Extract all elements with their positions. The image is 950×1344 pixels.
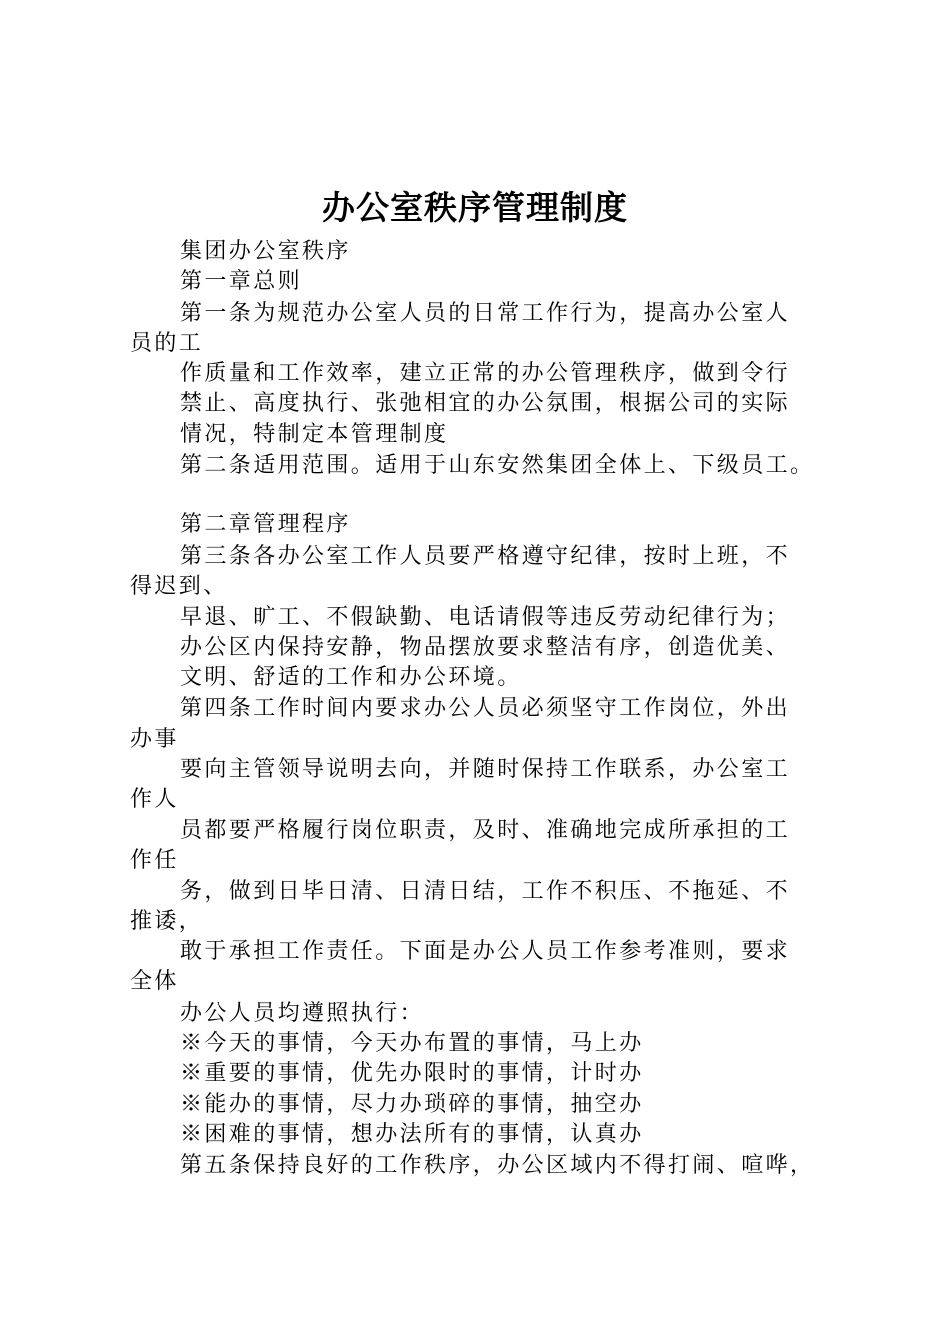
paragraph-line: 情况，特制定本管理制度 xyxy=(180,422,449,447)
paragraph-line: 办事 xyxy=(130,727,179,752)
guideline-item: ※困难的事情，想办法所有的事情，认真办 xyxy=(180,1122,644,1147)
paragraph-line: 推诿， xyxy=(130,909,204,934)
paragraph-line: 第三条各办公室工作人员要严格遵守纪律，按时上班，不 xyxy=(180,544,791,569)
paragraph-line: 全体 xyxy=(130,969,179,994)
paragraph-line: 作人 xyxy=(130,787,179,812)
paragraph-line: 敢于承担工作责任。下面是办公人员工作参考准则，要求 xyxy=(180,939,791,964)
paragraph-line: 第五条保持良好的工作秩序，办公区域内不得打闹、喧哗， xyxy=(180,1153,815,1178)
guideline-item: ※能办的事情，尽力办琐碎的事情，抽空办 xyxy=(180,1092,644,1117)
paragraph-line: 早退、旷工、不假缺勤、电话请假等违反劳动纪律行为； xyxy=(180,605,791,630)
guideline-item: ※今天的事情，今天办布置的事情，马上办 xyxy=(180,1031,644,1056)
chapter-heading: 第一章总则 xyxy=(180,269,303,294)
paragraph-line: 作质量和工作效率，建立正常的办公管理秩序，做到令行 xyxy=(180,361,791,386)
paragraph-line: 要向主管领导说明去向，并随时保持工作联系，办公室工 xyxy=(180,757,791,782)
paragraph-line: 得迟到、 xyxy=(130,574,228,599)
section-heading: 集团办公室秩序 xyxy=(180,239,351,264)
chapter-heading: 第二章管理程序 xyxy=(180,512,351,537)
paragraph-line: 务，做到日毕日清、日清日结，工作不积压、不拖延、不 xyxy=(180,879,791,904)
paragraph-line: 员都要严格履行岗位职责，及时、准确地完成所承担的工 xyxy=(180,818,791,843)
paragraph-line: 员的工 xyxy=(130,331,204,356)
paragraph-line: 作任 xyxy=(130,848,179,873)
paragraph-line: 第二条适用范围。适用于山东安然集团全体上、下级员工。 xyxy=(180,453,815,478)
paragraph-line: 文明、舒适的工作和办公环境。 xyxy=(180,665,522,690)
paragraph-line: 第四条工作时间内要求办公人员必须坚守工作岗位，外出 xyxy=(180,696,791,721)
paragraph-line: 办公人员均遵照执行： xyxy=(180,1001,425,1026)
guideline-item: ※重要的事情，优先办限时的事情，计时办 xyxy=(180,1061,644,1086)
paragraph-line: 办公区内保持安静，物品摆放要求整洁有序，创造优美、 xyxy=(180,635,791,660)
document-title: 办公室秩序管理制度 xyxy=(322,188,628,227)
paragraph-line: 第一条为规范办公室人员的日常工作行为，提高办公室人 xyxy=(180,301,791,326)
paragraph-line: 禁止、高度执行、张弛相宜的办公氛围，根据公司的实际 xyxy=(180,391,791,416)
